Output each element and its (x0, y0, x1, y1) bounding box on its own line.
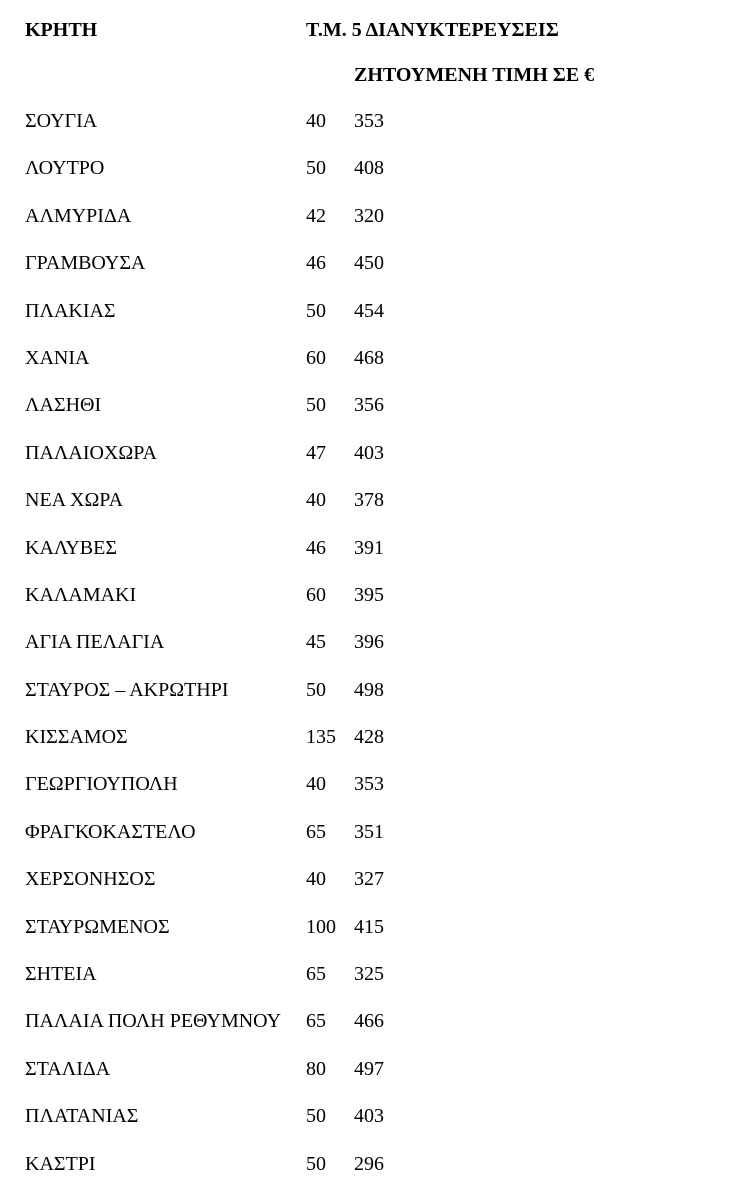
price-value: 468 (354, 346, 384, 369)
location-name: ΝΕΑ ΧΩΡΑ (25, 489, 124, 512)
location-name: ΦΡΑΓΚΟΚΑΣΤΕΛΟ (25, 820, 196, 843)
location-name: ΓΕΩΡΓΙΟΥΠΟΛΗ (25, 773, 178, 796)
area-value: 40 (306, 489, 326, 512)
price-value: 497 (354, 1057, 384, 1080)
location-name: ΣΗΤΕΙΑ (25, 963, 97, 986)
table-row (0, 1057, 748, 1104)
price-value: 395 (354, 583, 384, 606)
price-value: 396 (354, 631, 384, 654)
table-row (0, 725, 748, 772)
area-value: 50 (306, 1152, 326, 1175)
area-value: 50 (306, 394, 326, 417)
area-column-heading: Τ.Μ. 5 ΔΙΑΝΥΚΤΕΡΕΥΣΕΙΣ (306, 19, 559, 41)
area-value: 50 (306, 1105, 326, 1128)
price-value: 454 (354, 299, 384, 322)
area-value: 60 (306, 346, 326, 369)
area-value: 40 (306, 110, 326, 132)
region-heading: ΚΡΗΤΗ (25, 19, 98, 41)
location-name: ΣΟΥΓΙΑ (25, 110, 98, 132)
location-name: ΣΤΑΥΡΩΜΕΝΟΣ (25, 915, 170, 938)
price-value: 378 (354, 489, 384, 512)
area-value: 40 (306, 773, 326, 796)
table-row (0, 583, 748, 630)
price-value: 325 (354, 963, 384, 986)
area-value: 50 (306, 299, 326, 322)
location-name: ΠΛΑΤΑΝΙΑΣ (25, 1105, 139, 1128)
table-row (0, 109, 748, 156)
price-value: 450 (354, 252, 384, 275)
location-name: ΠΑΛΑΙΟΧΩΡΑ (25, 441, 157, 464)
table-row (0, 441, 748, 488)
location-name: ΚΑΛΥΒΕΣ (25, 536, 117, 559)
table-row (0, 156, 748, 203)
table-row (0, 393, 748, 440)
location-name: ΛΑΣΗΘΙ (25, 394, 102, 417)
location-name: ΚΑΛΑΜΑΚΙ (25, 583, 137, 606)
area-value: 47 (306, 441, 326, 464)
location-name: ΧΑΝΙΑ (25, 346, 90, 369)
location-name: ΧΕΡΣΟΝΗΣΟΣ (25, 868, 156, 891)
table-row (0, 204, 748, 251)
location-name: ΑΛΜΥΡΙΔΑ (25, 204, 132, 227)
table-row (0, 820, 748, 867)
table-row (0, 1104, 748, 1151)
area-value: 60 (306, 583, 326, 606)
area-value: 46 (306, 252, 326, 275)
price-value: 356 (354, 394, 384, 417)
price-value: 428 (354, 726, 384, 749)
price-value: 351 (354, 820, 384, 843)
table-row (0, 678, 748, 725)
table-row (0, 962, 748, 1009)
price-value: 403 (354, 1105, 384, 1128)
price-value: 408 (354, 157, 384, 180)
price-value: 296 (354, 1152, 384, 1175)
price-value: 320 (354, 204, 384, 227)
table-row (0, 630, 748, 677)
price-value: 391 (354, 536, 384, 559)
area-value: 42 (306, 204, 326, 227)
location-name: ΚΑΣΤΡΙ (25, 1152, 96, 1175)
area-value: 65 (306, 820, 326, 843)
area-value: 50 (306, 157, 326, 180)
area-value: 40 (306, 868, 326, 891)
location-name: ΣΤΑΛΙΔΑ (25, 1057, 111, 1080)
table-row (0, 1009, 748, 1056)
price-value: 353 (354, 773, 384, 796)
area-value: 50 (306, 678, 326, 701)
location-name: ΚΙΣΣΑΜΟΣ (25, 726, 128, 749)
location-name: ΓΡΑΜΒΟΥΣΑ (25, 252, 146, 275)
price-value: 498 (354, 678, 384, 701)
table-row (0, 915, 748, 962)
area-value: 46 (306, 536, 326, 559)
area-value: 65 (306, 1010, 326, 1033)
table-row (0, 346, 748, 393)
table-row (0, 772, 748, 819)
area-value: 45 (306, 631, 326, 654)
table-row (0, 867, 748, 914)
location-name: ΠΑΛΑΙΑ ΠΟΛΗ ΡΕΘΥΜΝΟΥ (25, 1010, 282, 1033)
price-column-heading: ΖΗΤΟΥΜΕΝΗ ΤΙΜΗ ΣΕ € (354, 64, 595, 86)
table-row (0, 1152, 748, 1199)
area-value: 100 (306, 915, 336, 938)
location-name: ΣΤΑΥΡΟΣ – ΑΚΡΩΤΗΡΙ (25, 678, 229, 701)
table-row (0, 299, 748, 346)
table-row (0, 251, 748, 298)
location-table (0, 109, 748, 1199)
price-value: 327 (354, 868, 384, 891)
price-value: 403 (354, 441, 384, 464)
location-name: ΠΛΑΚΙΑΣ (25, 299, 116, 322)
table-row (0, 488, 748, 535)
table-row (0, 536, 748, 583)
location-name: ΛΟΥΤΡΟ (25, 157, 105, 180)
area-value: 135 (306, 726, 336, 749)
area-value: 80 (306, 1057, 326, 1080)
area-value: 65 (306, 963, 326, 986)
price-value: 353 (354, 110, 384, 132)
price-value: 415 (354, 915, 384, 938)
location-name: ΑΓΙΑ ΠΕΛΑΓΙΑ (25, 631, 165, 654)
price-value: 466 (354, 1010, 384, 1033)
